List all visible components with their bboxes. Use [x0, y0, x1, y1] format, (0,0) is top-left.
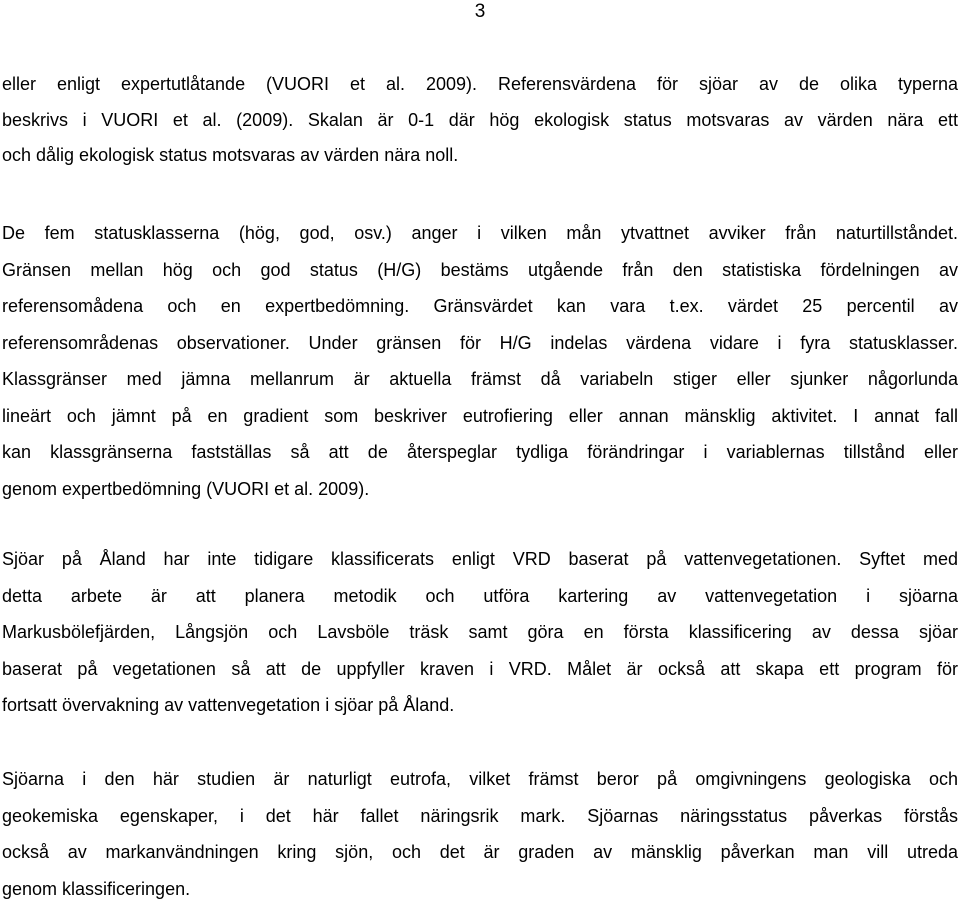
text-line: genom expertbedömning (VUORI et al. 2009). — [2, 471, 958, 508]
text-line: fortsatt övervakning av vattenvegetation i sjöar på Åland. — [2, 687, 958, 724]
paragraph-reference-values — [2, 67, 958, 174]
text-line: kan klassgränserna fastställas så att de återspeglar tydliga förändringar i variablernas tillstånd eller — [2, 434, 958, 471]
text-line: och dålig ekologisk status motsvaras av värden nära noll. — [2, 138, 958, 174]
text-line: referensområdenas observationer. Under gränsen för H/G indelas värdena vidare i fyra statusklasser. — [2, 325, 958, 362]
text-line: De fem statusklasserna (hög, god, osv.) anger i vilken mån ytvattnet avviker från naturtillståndet. — [2, 215, 958, 252]
paragraph-study-aim — [2, 541, 958, 724]
text-line: referensomådena och en expertbedömning. Gränsvärdet kan vara t.ex. värdet 25 percentil av — [2, 288, 958, 325]
text-line: också av markanvändningen kring sjön, och det är graden av mänsklig påverkan man vill utreda — [2, 834, 958, 871]
text-line: detta arbete är att planera metodik och utföra kartering av vattenvegetation i sjöarna — [2, 578, 958, 615]
paragraph-status-classes — [2, 215, 958, 507]
text-line: Sjöarna i den här studien är naturligt eutrofa, vilket främst beror på omgivningens geologiska och — [2, 761, 958, 798]
text-line: beskrivs i VUORI et al. (2009). Skalan är 0-1 där hög ekologisk status motsvaras av värden nära ett — [2, 103, 958, 139]
text-line: Sjöar på Åland har inte tidigare klassificerats enligt VRD baserat på vattenvegetationen. Syftet med — [2, 541, 958, 578]
text-line: eller enligt expertutlåtande (VUORI et al. 2009). Referensvärdena för sjöar av de olika typerna — [2, 67, 958, 103]
text-line: genom klassificeringen. — [2, 871, 958, 907]
text-line: lineärt och jämnt på en gradient som beskriver eutrofiering eller annan mänsklig aktivitet. I annat fall — [2, 398, 958, 435]
paragraph-eutrophic-lakes — [2, 761, 958, 907]
text-line: Klassgränser med jämna mellanrum är aktuella främst då variabeln stiger eller sjunker någorlunda — [2, 361, 958, 398]
text-line: geokemiska egenskaper, i det här fallet näringsrik mark. Sjöarnas näringsstatus påverkas förstås — [2, 798, 958, 835]
text-line: Markusbölefjärden, Långsjön och Lavsböle träsk samt göra en första klassificering av dessa sjöar — [2, 614, 958, 651]
text-line: baserat på vegetationen så att de uppfyller kraven i VRD. Målet är också att skapa ett program för — [2, 651, 958, 688]
page-number: 3 — [470, 1, 490, 23]
text-line: Gränsen mellan hög och god status (H/G) bestäms utgående från den statistiska fördelningen av — [2, 252, 958, 289]
